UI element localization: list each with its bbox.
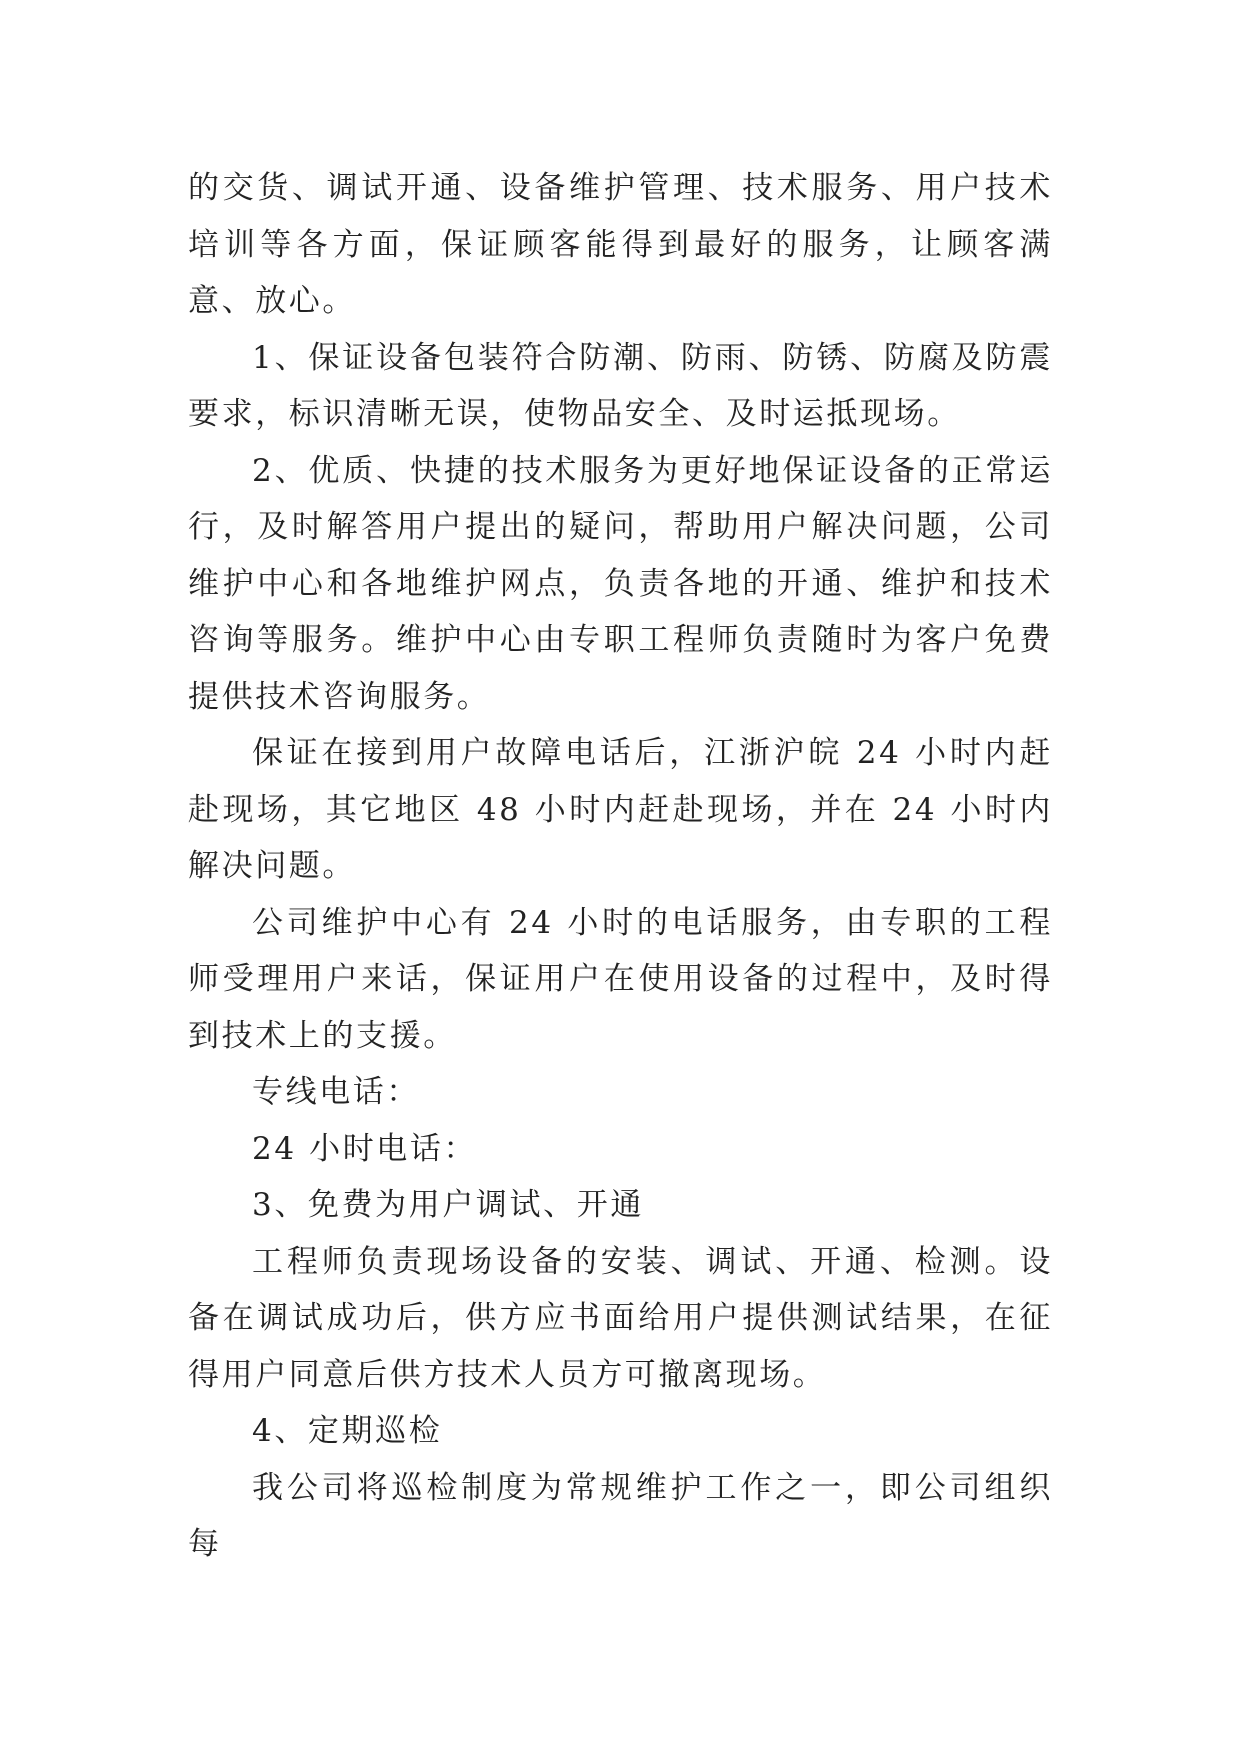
paragraph-hotline: 专线电话： bbox=[252, 1074, 420, 1110]
paragraph-item-4-body: 我公司将巡检制度为常规维护工作之一，即公司组织每 bbox=[188, 1469, 1053, 1562]
paragraph-item-1-packaging: 1、保证设备包装符合防潮、防雨、防锈、防腐及防震要求，标识清晰无误，使物品安全、及时运抵现场。 bbox=[188, 339, 1053, 432]
paragraph-24h-phone: 24 小时电话： bbox=[252, 1130, 478, 1167]
paragraph-item-3-body: 工程师负责现场设备的安装、调试、开通、检测。设备在调试成功后，供方应书面给用户提供测试结果，在征得用户同意后供方技术人员方可撤离现场。 bbox=[188, 1243, 1053, 1393]
paragraph-item-2-technical-service: 2、优质、快捷的技术服务为更好地保证设备的正常运行，及时解答用户提出的疑问，帮助用户解决问题，公司维护中心和各地维护网点，负责各地的开通、维护和技术咨询等服务。维护中心由专职工程师负责随时为客户免费提供技术咨询服务。 bbox=[188, 452, 1053, 715]
document-page bbox=[188, 160, 1053, 1573]
paragraph-item-3-heading: 3、免费为用户调试、开通 bbox=[252, 1187, 644, 1223]
paragraph-phone-service: 公司维护中心有 24 小时的电话服务，由专职的工程师受理用户来话，保证用户在使用设备的过程中，及时得到技术上的支援。 bbox=[188, 904, 1053, 1054]
paragraph-item-4-heading: 4、定期巡检 bbox=[252, 1413, 443, 1449]
paragraph-continuation: 的交货、调试开通、设备维护管理、技术服务、用户技术培训等各方面，保证顾客能得到最好的服务，让顾客满意、放心。 bbox=[188, 170, 1053, 319]
paragraph-response-time: 保证在接到用户故障电话后，江浙沪皖 24 小时内赶赴现场，其它地区 48 小时内赶赴现场，并在 24 小时内解决问题。 bbox=[188, 735, 1053, 884]
